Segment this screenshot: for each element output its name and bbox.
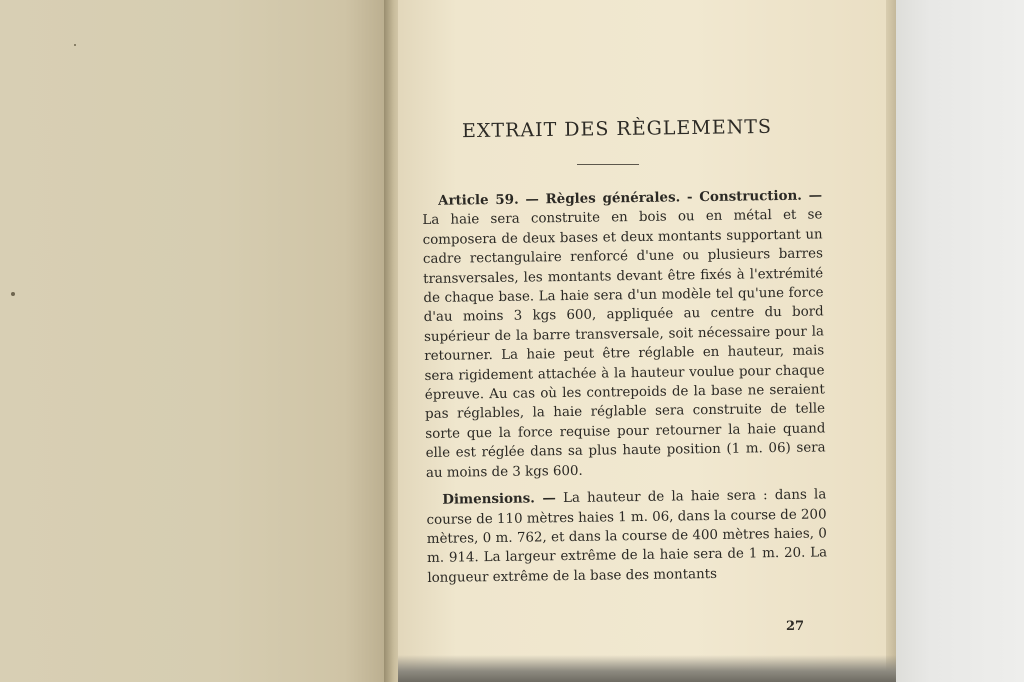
title-divider — [577, 164, 639, 165]
body-text — [422, 186, 827, 588]
paragraph-dimensions — [426, 485, 827, 588]
paragraph-lead: Article 59. — Règles générales. - Construction. — — [438, 187, 823, 209]
page-number: 27 — [786, 619, 805, 634]
paragraph-lead: Dimensions. — — [442, 490, 556, 508]
table-background — [880, 0, 1024, 682]
paper-speck — [11, 292, 15, 296]
paper-speck — [74, 44, 76, 46]
page-edge — [886, 0, 896, 682]
paragraph-article-59 — [422, 186, 826, 483]
paragraph-text: La hauteur de la haie sera : dans la course de 110 mètres haies 1 m. 06, dans la course de 200 mètres, 0 m. 762, et dans la course de 400 mètres haies, 0 m. 914. La largeur extrême de la haie sera de 1 m. 20. La longueur extrême de la base des montants — [426, 487, 828, 586]
left-page — [0, 0, 392, 682]
page-title: EXTRAIT DES RÈGLEMENTS — [461, 115, 773, 143]
paragraph-text: La haie sera construite en bois ou en métal et se composera de deux bases et deux montants supportant un cadre rectangulaire renforcé d'une ou plusieurs barres transversales, les montants devant être fixés à l'extrémité de chaque base. La haie sera d'un modèle tel qu'une force d'au moins 3 kgs 600, appliquée au centre du bord supérieur de la barre transversale, soit nécessaire pour la retourner. La haie peut être réglable en hauteur, mais sera rigidement attachée à la hauteur voulue pour chaque épreuve. Au cas où les contrepoids de la base ne seraient pas réglables, la haie réglable sera construite de telle sorte que la force requise pour retourner la haie quand elle est réglée dans sa plus haute position (1 m. 06) sera au moins de 3 kgs 600. — [422, 207, 826, 481]
page-bottom-shadow — [398, 655, 896, 682]
